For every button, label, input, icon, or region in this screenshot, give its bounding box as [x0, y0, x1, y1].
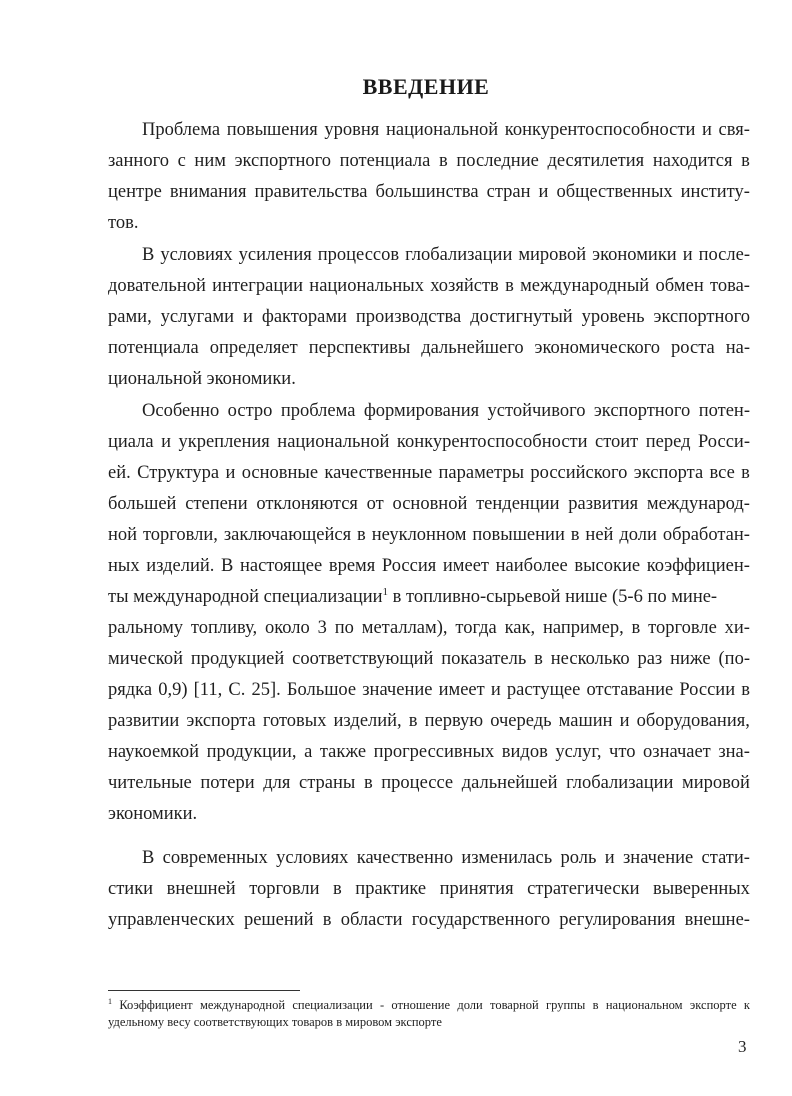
word: раз — [637, 649, 663, 669]
word: выверенных — [652, 879, 750, 899]
word: современных — [162, 848, 268, 868]
word: области — [340, 910, 403, 930]
word: в — [333, 879, 342, 899]
word: российского — [530, 463, 628, 483]
word: потенциала — [339, 151, 431, 171]
word: находится — [652, 151, 733, 171]
word: уровень — [581, 307, 645, 327]
word: в — [357, 525, 366, 545]
word: изделий, — [333, 711, 402, 731]
word: дальнейшей — [461, 773, 558, 793]
word: стран — [486, 182, 531, 202]
word: Проблема — [142, 120, 221, 140]
paragraph-line — [108, 338, 750, 359]
word: внешней — [166, 879, 236, 899]
paragraph-line: циональной экономики. — [108, 369, 296, 389]
paragraph-line — [108, 618, 750, 639]
word: остро — [227, 401, 273, 421]
paragraph-line — [108, 307, 750, 328]
word: тогда — [455, 618, 497, 638]
word: принятия — [439, 879, 514, 899]
word: большей — [108, 494, 177, 514]
footnote-line — [108, 997, 750, 1014]
word: и — [702, 120, 712, 140]
footnote-text: Коэффициент международной специализации - отношение доли товарной группы в национальном экспорте к — [119, 998, 751, 1012]
word: растущее — [506, 680, 581, 700]
word: экспорта — [186, 711, 256, 731]
word: проблема — [280, 401, 356, 421]
word: 25]. — [251, 680, 281, 700]
word: десятилетия — [547, 151, 645, 171]
word: и — [225, 463, 236, 483]
word: изделий. — [146, 556, 215, 576]
paragraph-line — [108, 649, 750, 670]
word: определяет — [209, 338, 298, 358]
word: значение — [362, 680, 433, 700]
paragraph-line-with-footnote — [108, 587, 750, 608]
word: внимания — [169, 182, 247, 202]
word: довательной — [108, 276, 206, 296]
word: хозяйств — [430, 276, 499, 296]
footnote-separator — [108, 990, 300, 991]
word: в — [534, 649, 543, 669]
word: чительные — [108, 773, 192, 793]
paragraph-line — [142, 848, 750, 869]
word: наукоемкой — [108, 742, 200, 762]
word: интеграции — [212, 276, 304, 296]
word: В — [142, 245, 155, 265]
word: ной — [108, 525, 138, 545]
word: продукцией — [190, 649, 285, 669]
word: имеет — [442, 556, 490, 576]
word: в — [408, 711, 418, 731]
word: тенденции — [476, 494, 560, 514]
word: факторами — [261, 307, 347, 327]
word: регулирования — [559, 910, 676, 930]
word: условиях — [276, 848, 349, 868]
word: развития — [568, 494, 639, 514]
paragraph-line — [108, 711, 750, 732]
word: и — [161, 432, 171, 452]
word: В — [221, 556, 234, 576]
word: стратегически — [527, 879, 640, 899]
word: конкурентоспособности — [504, 120, 696, 140]
word: повышении — [472, 525, 565, 545]
word: това- — [710, 276, 750, 296]
word: формирования — [363, 401, 480, 421]
paragraph-line — [108, 182, 750, 203]
word: первую — [424, 711, 484, 731]
word: продукции, — [206, 742, 297, 762]
word: торговли, — [142, 525, 218, 545]
word: С. — [228, 680, 246, 700]
word: доли — [619, 525, 657, 545]
word: все — [709, 463, 735, 483]
word: после- — [698, 245, 750, 265]
word: ей. — [108, 463, 131, 483]
word: качественные — [324, 463, 433, 483]
word: хи- — [724, 618, 750, 638]
word: практике — [355, 879, 427, 899]
word: коэффициен- — [646, 556, 750, 576]
word: оборудования, — [636, 711, 750, 731]
word: с — [177, 151, 186, 171]
word: Особенно — [142, 401, 220, 421]
word: Структура — [137, 463, 220, 483]
word: экспорта — [633, 463, 704, 483]
word: потен- — [698, 401, 750, 421]
word: уровня — [324, 120, 380, 140]
word: роста — [671, 338, 715, 358]
word: качественно — [356, 848, 454, 868]
paragraph-line: экономики. — [108, 804, 198, 824]
word: значение — [623, 848, 694, 868]
word: в — [741, 463, 750, 483]
paragraph-line — [108, 151, 750, 172]
word: национальной — [385, 120, 499, 140]
word: свя- — [718, 120, 750, 140]
paragraph-line — [108, 525, 750, 546]
word: соответствующий — [292, 649, 434, 669]
word: последние — [456, 151, 539, 171]
word: около — [265, 618, 310, 638]
word: укрепления — [178, 432, 270, 452]
word: и — [538, 182, 549, 202]
word: государственного — [411, 910, 551, 930]
word: также — [319, 742, 367, 762]
word: страны — [299, 773, 356, 793]
word: конкурентоспособности — [396, 432, 588, 452]
word: в — [322, 910, 332, 930]
word: торговле — [648, 618, 717, 638]
word: ней — [585, 525, 614, 545]
word: (по- — [718, 649, 750, 669]
word: отставание — [586, 680, 674, 700]
word: в — [741, 151, 750, 171]
paragraph-line: тов. — [108, 213, 139, 233]
word: роль — [560, 848, 597, 868]
word: по — [334, 618, 354, 638]
word: 0,9) — [158, 680, 188, 700]
word: достигнутый — [470, 307, 573, 327]
word: прогрессивных — [373, 742, 495, 762]
footnote — [108, 997, 750, 1031]
word: настоящее — [239, 556, 323, 576]
word: ниже — [670, 649, 711, 669]
section-title: ВВЕДЕНИЕ — [362, 74, 490, 99]
word: развитии — [108, 711, 180, 731]
word: управленческих — [108, 910, 235, 930]
word: усиления — [238, 245, 312, 265]
word: в — [363, 773, 373, 793]
paragraph-line — [108, 556, 750, 577]
word: рядка — [108, 680, 153, 700]
word: процессе — [381, 773, 454, 793]
word: перед — [645, 432, 691, 452]
word: зна- — [718, 742, 750, 762]
word: например, — [542, 618, 624, 638]
word: несколько — [550, 649, 630, 669]
word: металлам), — [361, 618, 448, 638]
paragraph-line — [108, 680, 750, 701]
word: России — [679, 680, 736, 700]
word: стики — [108, 879, 154, 899]
word: обмен — [655, 276, 704, 296]
word: потенциала — [108, 338, 199, 358]
word: для — [263, 773, 291, 793]
word: экспортного — [653, 307, 750, 327]
word: означает — [643, 742, 711, 762]
word: центре — [108, 182, 162, 202]
word: наиболее — [495, 556, 568, 576]
word: глобализации — [405, 245, 513, 265]
word: ним — [194, 151, 226, 171]
word: решений — [243, 910, 314, 930]
word: Росси- — [697, 432, 750, 452]
word: основные — [241, 463, 319, 483]
word: в — [570, 525, 580, 545]
word: неуклонном — [371, 525, 467, 545]
word: как, — [504, 618, 536, 638]
paragraph-line — [108, 879, 750, 900]
paragraph-line — [142, 245, 750, 266]
word: 3 — [317, 618, 327, 638]
word: а — [304, 742, 313, 762]
word: степени — [185, 494, 248, 514]
word: стати- — [701, 848, 750, 868]
word: в — [741, 680, 750, 700]
footnote-line: удельному весу соответствующих товаров в мировом экспорте — [108, 1015, 442, 1029]
word: и — [682, 245, 693, 265]
word: ных — [108, 556, 140, 576]
word: Россия — [381, 556, 437, 576]
paragraph-line — [108, 432, 750, 453]
word: национальных — [309, 276, 424, 296]
word: изменилась — [461, 848, 553, 868]
word: занного — [108, 151, 169, 171]
word: экспортного — [593, 401, 691, 421]
word: услугами — [160, 307, 235, 327]
word: видов — [501, 742, 548, 762]
word: основной — [392, 494, 468, 514]
word: показатель — [441, 649, 527, 669]
word: параметры — [438, 463, 524, 483]
word: большинства — [375, 182, 479, 202]
word: и — [490, 680, 501, 700]
word: отклоняются — [256, 494, 358, 514]
word: Большое — [286, 680, 357, 700]
word: дальнейшего — [421, 338, 524, 358]
word: условиях — [160, 245, 233, 265]
word: и — [242, 307, 253, 327]
word: В — [142, 848, 155, 868]
word: заключающейся — [223, 525, 352, 545]
word: повышения — [226, 120, 318, 140]
paragraph-line — [108, 494, 750, 515]
paragraph-line — [142, 401, 750, 422]
word: от — [366, 494, 384, 514]
word: потери — [200, 773, 255, 793]
word: институ- — [680, 182, 750, 202]
footnote-mark: 1 — [108, 996, 112, 1006]
word: высокие — [574, 556, 641, 576]
word: правительства — [254, 182, 368, 202]
word: обработан- — [662, 525, 750, 545]
word: мировой — [682, 773, 750, 793]
word: международный — [520, 276, 650, 296]
word: что — [609, 742, 636, 762]
word: очередь — [490, 711, 552, 731]
word: время — [328, 556, 376, 576]
word: в — [439, 151, 448, 171]
word: в — [505, 276, 514, 296]
word: международ- — [646, 494, 750, 514]
paragraph-line — [108, 463, 750, 484]
word: мировой — [518, 245, 587, 265]
word: на- — [725, 338, 750, 358]
word: экономики — [592, 245, 677, 265]
paragraph-line — [108, 742, 750, 763]
line-segment: ты международной специализации — [108, 587, 383, 607]
paragraph-line — [142, 120, 750, 141]
word: общественных — [556, 182, 673, 202]
paragraph-line — [108, 276, 750, 297]
word: мической — [108, 649, 183, 669]
word: циала — [108, 432, 154, 452]
word: экспортного — [234, 151, 332, 171]
paragraph-line — [108, 910, 750, 931]
word: стоит — [594, 432, 639, 452]
word: в — [631, 618, 641, 638]
footnote-reference[interactable]: 1 — [382, 585, 389, 598]
word: производства — [355, 307, 462, 327]
word: ральному — [108, 618, 184, 638]
word: внешне- — [684, 910, 750, 930]
word: рами, — [108, 307, 152, 327]
word: торговли — [249, 879, 320, 899]
word: устойчивого — [487, 401, 586, 421]
paragraph-line — [108, 773, 750, 794]
word: экономического — [534, 338, 661, 358]
word: процессов — [317, 245, 400, 265]
word: глобализации — [566, 773, 674, 793]
page-number: 3 — [738, 1037, 747, 1056]
word: национальной — [277, 432, 390, 452]
word: и — [604, 848, 615, 868]
word: [11, — [193, 680, 223, 700]
word: и — [619, 711, 630, 731]
word: имеет — [438, 680, 485, 700]
word: услуг, — [555, 742, 602, 762]
word: машин — [558, 711, 613, 731]
word: перспективы — [308, 338, 411, 358]
word: топливу, — [190, 618, 258, 638]
word: готовых — [262, 711, 327, 731]
line-segment: в топливно-сырьевой нише (5-6 по мине- — [392, 587, 718, 607]
